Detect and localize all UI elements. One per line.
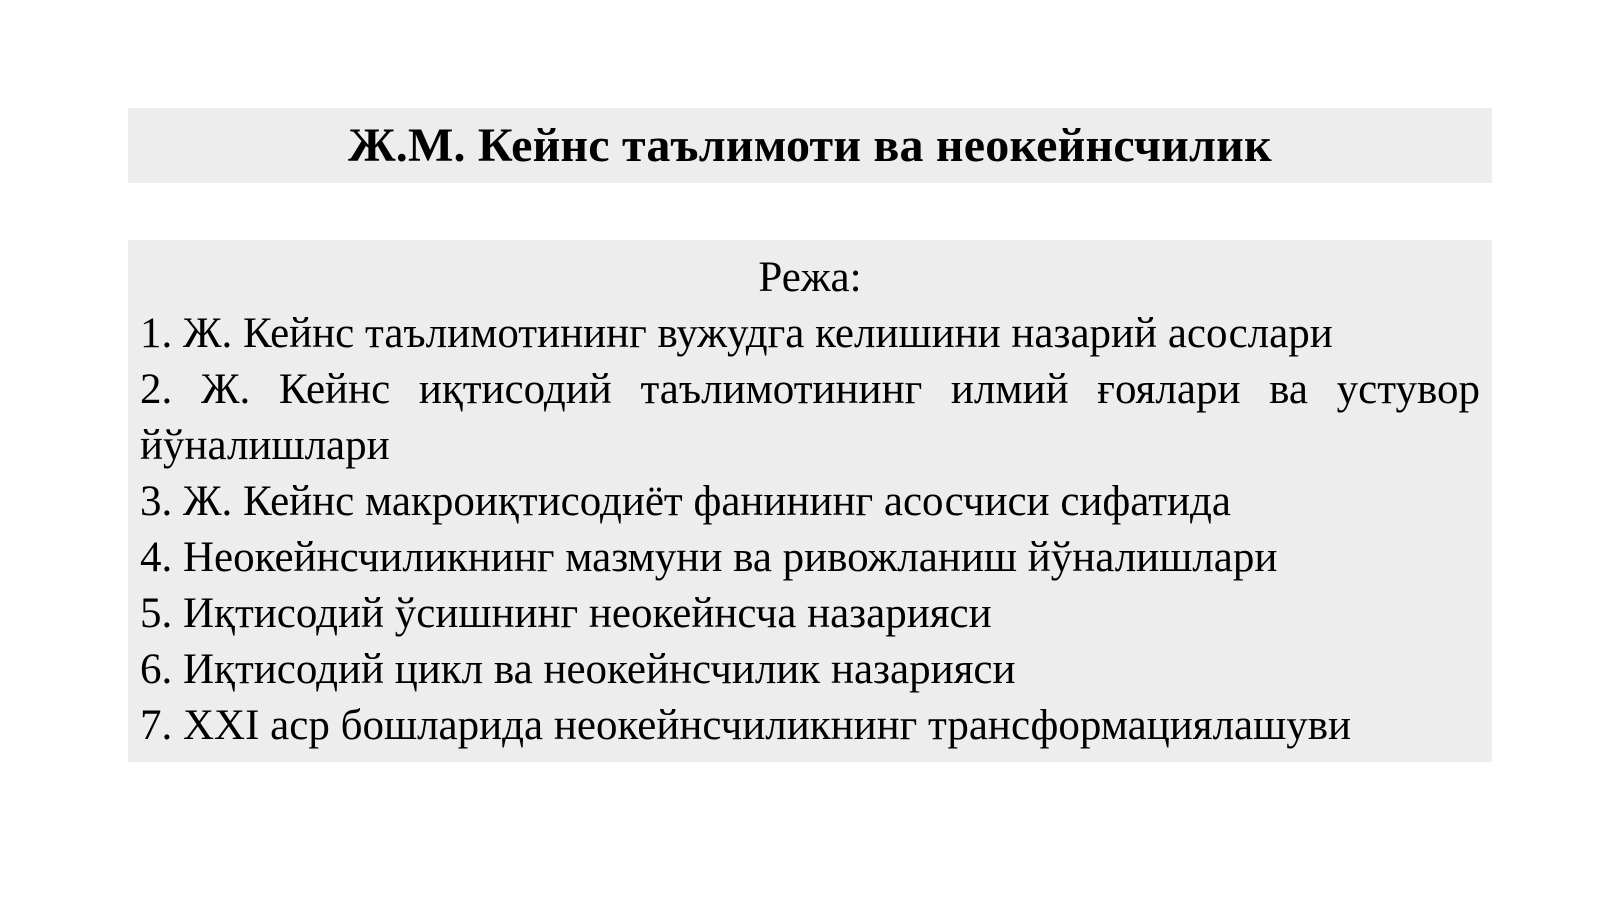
plan-item-5: 5. Иқтисодий ўсишнинг неокейнсча назарияси [140, 590, 992, 637]
plan-item-3: 3. Ж. Кейнс макроиқтисодиёт фанининг асосчиси сифатида [140, 478, 1232, 525]
plan-item-6: 6. Иқтисодий цикл ва неокейнсчилик назарияси [140, 646, 1016, 693]
slide-title: Ж.М. Кейнс таълимоти ва неокейнсчилик [348, 118, 1272, 172]
plan-box [128, 240, 1492, 762]
plan-item-2: 2. Ж. Кейнс иқтисодий таълимотининг илмий ғоялари ва устувор йўналишлари [140, 366, 1480, 469]
plan-item-7: 7. XXI аср бошларида неокейнсчиликнинг трансформациялашуви [140, 702, 1352, 749]
plan-item-4: 4. Неокейнсчиликнинг мазмуни ва ривожланиш йўналишлари [140, 534, 1278, 581]
plan-item-1: 1. Ж. Кейнс таълимотининг вужудга келишини назарий асослари [140, 310, 1333, 357]
title-box [128, 108, 1492, 183]
plan-list [140, 306, 1480, 754]
plan-heading: Режа: [758, 254, 862, 301]
